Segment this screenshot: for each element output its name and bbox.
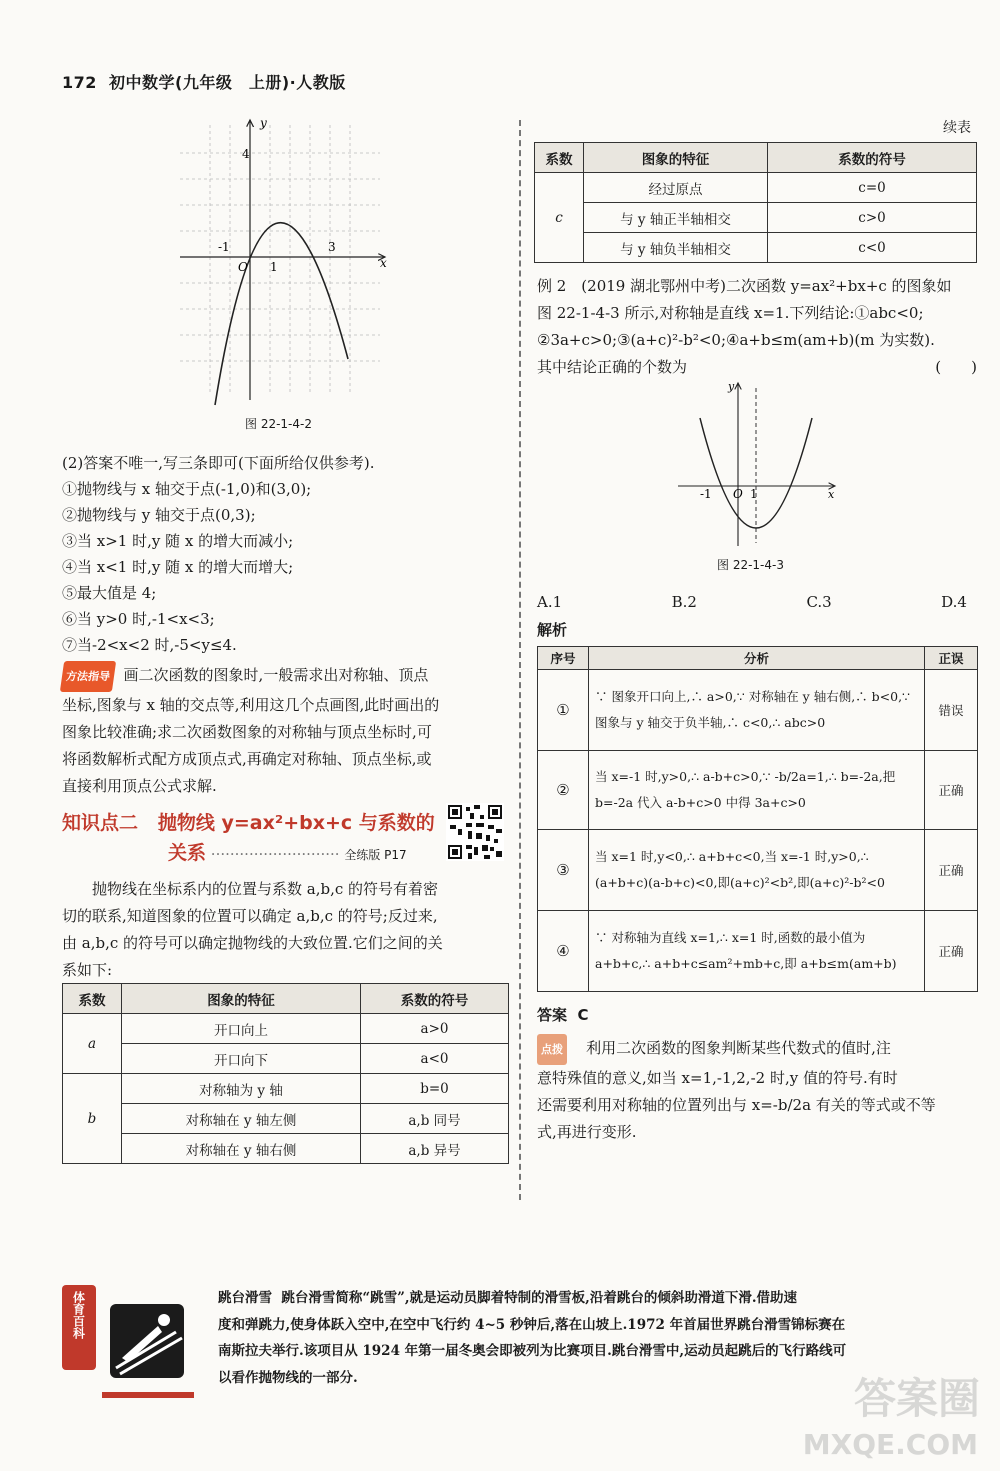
table-row xyxy=(535,173,977,203)
footer-line: 跳台滑雪简称“跳雪”,就是运动员脚着特制的滑雪板,沿着跳台的倾斜助滑道下滑.借助速 xyxy=(281,1290,798,1306)
tip-badge: 点拨 xyxy=(537,1034,567,1065)
kp2-ref: 全练版 P17 xyxy=(344,848,407,862)
analysis-table xyxy=(537,646,978,992)
figure1-y-label: y xyxy=(260,116,267,130)
kp2-body xyxy=(62,876,512,984)
row-analysis: ∵ 图象开口向上,∴ a>0,∵ 对称轴在 y 轴右侧,∴ b<0,∵ 图象与 y 轴交于负半轴,∴ c<0,∴ abc>0 xyxy=(589,670,925,751)
answer-line: ②抛物线与 y 轴交于点(0,3); xyxy=(62,506,256,524)
method-text-line: 图象比较准确;求二次函数图象的对称轴与顶点坐标时,可 xyxy=(62,723,432,741)
method-tip xyxy=(62,661,512,800)
figure1-x-label: x xyxy=(380,256,387,270)
table1-cell: a,b 异号 xyxy=(361,1134,509,1164)
table2-cell: c=0 xyxy=(768,173,977,203)
table1-coef: a xyxy=(63,1014,122,1074)
answer-line: ③当 x>1 时,y 随 x 的增大而减小; xyxy=(62,532,294,550)
figure2-label-neg1: -1 xyxy=(700,487,712,501)
table1-cell: 开口向上 xyxy=(122,1014,361,1044)
row-result: 正确 xyxy=(925,830,978,911)
table1-cell: 对称轴在 y 轴右侧 xyxy=(122,1134,361,1164)
figure2-y-label: y xyxy=(728,380,735,393)
tip-line: 意特殊值的意义,如当 x=1,-1,2,-2 时,y 值的符号.有时 xyxy=(537,1069,898,1087)
row-number: ② xyxy=(538,751,589,830)
figure1-label-neg1: -1 xyxy=(218,240,230,254)
table-row xyxy=(538,670,978,751)
tip-line: 还需要利用对称轴的位置列出与 x=-b/2a 有关的等式或不等 xyxy=(537,1096,936,1114)
method-badge: 方法指导 xyxy=(60,661,116,692)
table2-cell: 经过原点 xyxy=(584,173,768,203)
table2-header: 系数 xyxy=(535,143,584,173)
footer-side-tab xyxy=(62,1285,96,1370)
footer-side-label: 体育百科 xyxy=(71,1291,86,1339)
figure1-label-three: 3 xyxy=(328,240,336,254)
figure1-label-one: 1 xyxy=(270,260,278,274)
answer-row xyxy=(537,1004,588,1025)
table3-header: 正误 xyxy=(925,647,978,670)
answer-line: (2)答案不唯一,写三条即可(下面所给仅供参考). xyxy=(62,454,375,472)
kp2-title-line2: 关系 xyxy=(168,842,207,864)
option-a[interactable]: A.1 xyxy=(537,593,563,611)
table1-cell: 开口向下 xyxy=(122,1044,361,1074)
footer-title: 跳台滑雪 xyxy=(218,1290,272,1306)
table-row xyxy=(538,911,978,992)
table-row xyxy=(63,1134,509,1164)
figure1-label-four: 4 xyxy=(242,147,250,161)
table2-cell: 与 y 轴正半轴相交 xyxy=(584,203,768,233)
answer-value: C xyxy=(577,1006,589,1024)
table-row xyxy=(63,1014,509,1044)
row-result: 正确 xyxy=(925,911,978,992)
knowledge-point-2-title xyxy=(62,808,435,835)
table-row xyxy=(538,751,978,830)
figure2-label-one: 1 xyxy=(750,487,758,501)
table3-header: 序号 xyxy=(538,647,589,670)
ski-jump-icon xyxy=(102,1296,192,1386)
analysis-title: 解析 xyxy=(537,621,568,639)
method-text-line: 坐标,图象与 x 轴的交点等,利用这几个点画图,此时画出的 xyxy=(62,696,440,714)
kp2-number: 知识点二 xyxy=(62,812,139,834)
footer-line: 南斯拉夫举行.该项目从 1924 年第一届冬奥会即被列为比赛项目.跳台滑雪中,运动员起跳后的飞行路线可 xyxy=(218,1343,847,1359)
row-number: ③ xyxy=(538,830,589,911)
answer-line: ⑤最大值是 4; xyxy=(62,584,157,602)
table2-continued-label: 续表 xyxy=(943,120,971,136)
figure2-label-origin: O xyxy=(733,487,743,501)
page-number: 172 xyxy=(62,73,97,92)
qr-code[interactable] xyxy=(446,803,504,861)
page-header xyxy=(62,70,346,93)
row-result: 正确 xyxy=(925,751,978,830)
table1-header: 图象的特征 xyxy=(122,984,361,1014)
column-divider xyxy=(519,120,521,1200)
watermark-bottom: MXQE.COM xyxy=(802,1428,978,1461)
kp2-title-row2: 关系 ··························· 全练版 P17 xyxy=(168,842,407,864)
row-result: 错误 xyxy=(925,670,978,751)
option-d[interactable]: D.4 xyxy=(941,593,967,611)
example2-line: 图 22-1-4-3 所示,对称轴是直线 x=1.下列结论:①abc<0; xyxy=(537,304,924,322)
watermark-top: 答案圈 xyxy=(853,1374,980,1423)
table1-cell: a<0 xyxy=(361,1044,509,1074)
table-row xyxy=(535,203,977,233)
answer-list xyxy=(62,450,375,658)
table-row xyxy=(535,233,977,263)
footer-line: 度和弹跳力,使身体跃入空中,在空中飞行约 4~5 秒钟后,落在山坡上.1972 年首届世界跳台滑雪锦标赛在 xyxy=(218,1316,846,1333)
tip-line: 式,再进行变形. xyxy=(537,1123,637,1141)
answer-label: 答案 xyxy=(537,1006,568,1024)
kp2-text-line: 切的联系,知道图象的位置可以确定 a,b,c 的符号;反过来, xyxy=(62,907,438,925)
table2-header: 图象的特征 xyxy=(584,143,768,173)
footer-line: 以看作抛物线的一部分. xyxy=(218,1369,358,1386)
example2-line: ②3a+c>0;③(a+c)²-b²<0;④a+b≤m(am+b)(m 为实数). xyxy=(537,331,935,349)
table1-cell: a>0 xyxy=(361,1014,509,1044)
row-number: ① xyxy=(538,670,589,751)
answer-line: ①抛物线与 x 轴交于点(-1,0)和(3,0); xyxy=(62,480,312,498)
answer-line: ④当 x<1 时,y 随 x 的增大而增大; xyxy=(62,558,294,576)
coefficient-table-continued xyxy=(534,142,977,263)
figure-22-1-4-2 xyxy=(170,115,400,415)
tip-block xyxy=(537,1034,979,1146)
example2-line: 其中结论正确的个数为 xyxy=(537,358,688,376)
footer-accent-bar xyxy=(102,1392,194,1398)
table1-header: 系数的符号 xyxy=(361,984,509,1014)
tip-line: 利用二次函数的图象判断某些代数式的值时,注 xyxy=(586,1039,891,1057)
table2-cell: 与 y 轴负半轴相交 xyxy=(584,233,768,263)
kp2-title-line1: 抛物线 y=ax²+bx+c 与系数的 xyxy=(157,812,435,834)
answer-line: ⑥当 y>0 时,-1<x<3; xyxy=(62,610,215,628)
table1-cell: 对称轴为 y 轴 xyxy=(122,1074,361,1104)
table-row xyxy=(538,830,978,911)
table1-cell: b=0 xyxy=(361,1074,509,1104)
figure1-caption: 图 22-1-4-2 xyxy=(245,417,312,431)
table-row xyxy=(63,1074,509,1104)
row-analysis: ∵ 对称轴为直线 x=1,∴ x=1 时,函数的最小值为 a+b+c,∴ a+b+c≤am²+mb+c,即 a+b≤m(am+b) xyxy=(589,911,925,992)
table2-coef: c xyxy=(535,173,584,263)
figure2-caption: 图 22-1-4-3 xyxy=(717,558,784,572)
kp2-text-line: 抛物线在坐标系内的位置与系数 a,b,c 的符号有着密 xyxy=(92,880,439,898)
kp2-text-line: 系如下: xyxy=(62,961,113,979)
answer-line: ⑦当-2<x<2 时,-5<y≤4. xyxy=(62,636,237,654)
table2-cell: c<0 xyxy=(768,233,977,263)
example2-line: 例 2 (2019 湖北鄂州中考)二次函数 y=ax²+bx+c 的图象如 xyxy=(537,277,952,295)
option-c[interactable]: C.3 xyxy=(806,593,832,611)
method-text-line: 直接利用顶点公式求解. xyxy=(62,777,217,795)
answer-paren: ( ) xyxy=(935,358,977,376)
table2-header: 系数的符号 xyxy=(768,143,977,173)
table-row xyxy=(63,1044,509,1074)
choice-options xyxy=(537,593,967,611)
row-analysis: 当 x=1 时,y<0,∴ a+b+c<0,当 x=-1 时,y>0,∴ (a+b+c)(a-b+c)<0,即(a+c)²<b²,即(a+c)²-b²<0 xyxy=(589,830,925,911)
figure2-x-label: x xyxy=(828,488,835,501)
figure-22-1-4-3 xyxy=(670,378,840,548)
table3-header: 分析 xyxy=(589,647,925,670)
method-text-line: 画二次函数的图象时,一般需求出对称轴、顶点 xyxy=(123,666,429,684)
row-analysis: 当 x=-1 时,y>0,∴ a-b+c>0,∵ -b/2a=1,∴ b=-2a,把 b=-2a 代入 a-b+c>0 中得 3a+c>0 xyxy=(589,751,925,830)
table1-header: 系数 xyxy=(63,984,122,1014)
table1-cell: a,b 同号 xyxy=(361,1104,509,1134)
table1-coef: b xyxy=(63,1074,122,1164)
figure1-grid xyxy=(180,125,380,395)
row-number: ④ xyxy=(538,911,589,992)
method-text-line: 将函数解析式配方成顶点式,再确定对称轴、顶点坐标,或 xyxy=(62,750,432,768)
coefficient-table xyxy=(62,983,509,1164)
book-title: 初中数学(九年级 上册)·人教版 xyxy=(109,73,346,92)
table-row xyxy=(63,1104,509,1134)
kp2-text-line: 由 a,b,c 的符号可以确定抛物线的大致位置.它们之间的关 xyxy=(62,934,443,952)
table2-cell: c>0 xyxy=(768,203,977,233)
table1-cell: 对称轴在 y 轴左侧 xyxy=(122,1104,361,1134)
example-2 xyxy=(537,273,977,381)
figure1-label-origin: O xyxy=(238,260,248,274)
option-b[interactable]: B.2 xyxy=(671,593,697,611)
